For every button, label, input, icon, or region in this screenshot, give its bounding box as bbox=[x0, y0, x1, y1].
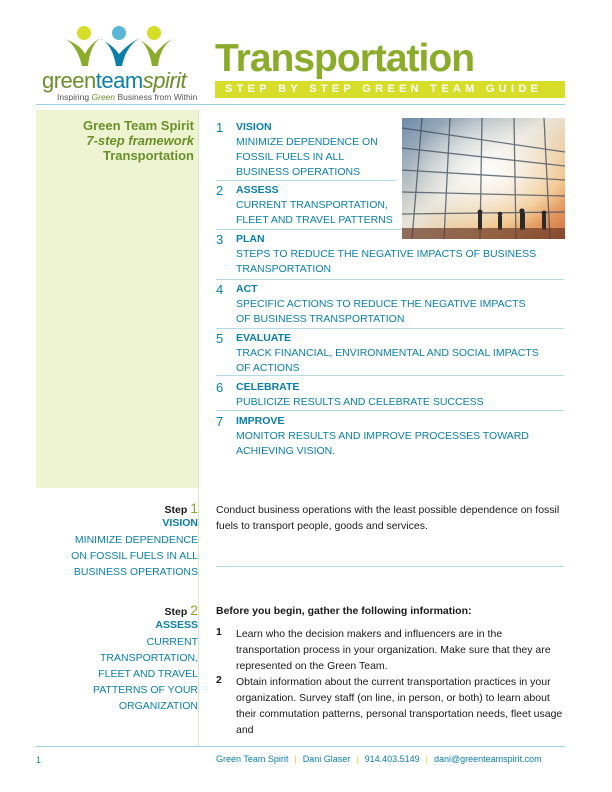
step-item-improve bbox=[216, 414, 564, 460]
header-divider bbox=[36, 104, 565, 105]
step-title: ASSESS bbox=[236, 184, 279, 196]
footer-org: Green Team Spirit bbox=[216, 754, 289, 764]
logo-figures-icon bbox=[36, 24, 204, 70]
step-number: 4 bbox=[216, 282, 224, 297]
step1-heading: VISION bbox=[162, 517, 198, 529]
tagline-pre: Inspiring bbox=[57, 92, 92, 102]
step2-label-text: Step bbox=[164, 606, 191, 618]
step-title: ACT bbox=[236, 283, 258, 295]
step-item-celebrate bbox=[216, 380, 564, 411]
step-desc: CURRENT TRANSPORTATION, FLEET AND TRAVEL PATTERNS bbox=[236, 199, 393, 226]
step-number: 5 bbox=[216, 331, 224, 346]
tagline-post: Business from Within bbox=[115, 92, 198, 102]
footer-separator: | bbox=[425, 754, 428, 764]
footer-contact bbox=[216, 754, 542, 764]
list-item-text: Obtain information about the current transportation practices in your organization. Survey staff (on line, in person, or both) to learn about their commutation patterns, personal transportation needs, fleet usage and bbox=[236, 676, 563, 736]
step-number: 3 bbox=[216, 232, 224, 247]
logo-word-green: green bbox=[42, 68, 96, 93]
step-number: 7 bbox=[216, 414, 224, 429]
step-desc: STEPS TO REDUCE THE NEGATIVE IMPACTS OF BUSINESS TRANSPORTATION bbox=[236, 248, 537, 275]
step-desc: MINIMIZE DEPENDENCE ON FOSSIL FUELS IN ALL BUSINESS OPERATIONS bbox=[236, 136, 378, 178]
footer-separator: | bbox=[356, 754, 359, 764]
section-divider bbox=[216, 566, 564, 567]
step-desc: SPECIFIC ACTIONS TO REDUCE THE NEGATIVE IMPACTS OF BUSINESS TRANSPORTATION bbox=[236, 298, 526, 325]
step-number: 2 bbox=[216, 183, 224, 198]
step1-label-text: Step bbox=[164, 504, 191, 516]
gather-heading: Before you begin, gather the following information: bbox=[216, 605, 472, 617]
step2-label bbox=[165, 602, 198, 620]
step1-body: Conduct business operations with the least possible dependence on fossil fuels to transport people, goods and services. bbox=[216, 504, 560, 532]
list-item-number: 1 bbox=[216, 626, 222, 638]
logo bbox=[36, 24, 204, 104]
footer-separator: | bbox=[294, 754, 297, 764]
footer-name: Dani Glaser bbox=[302, 754, 351, 764]
footer-email-link[interactable]: dani@greenteamspirit.com bbox=[434, 754, 542, 764]
step-title: CELEBRATE bbox=[236, 381, 300, 393]
step1-label-number: 1 bbox=[190, 500, 198, 516]
column-divider bbox=[198, 110, 199, 746]
list-item bbox=[216, 674, 566, 736]
list-item-number: 2 bbox=[216, 674, 222, 686]
step-number: 6 bbox=[216, 380, 224, 395]
framework-line-1: Green Team Spirit bbox=[82, 118, 194, 133]
framework-line-3: Transportation bbox=[102, 148, 194, 163]
step-desc: TRACK FINANCIAL, ENVIRONMENTAL AND SOCIAL IMPACTS OF ACTIONS bbox=[236, 347, 539, 374]
step-item-evaluate bbox=[216, 331, 564, 376]
logo-wordmark bbox=[42, 68, 186, 94]
tagline-em: Green bbox=[91, 92, 116, 102]
subtitle-bar bbox=[215, 81, 565, 98]
step-title: PLAN bbox=[236, 233, 265, 245]
footer-divider bbox=[36, 746, 565, 747]
architecture-photo-icon bbox=[402, 118, 565, 239]
framework-panel bbox=[36, 110, 198, 488]
footer-phone: 914.403.5149 bbox=[364, 754, 420, 764]
step-title: EVALUATE bbox=[236, 332, 292, 344]
step-title: VISION bbox=[236, 121, 272, 133]
list-item-text: Learn who the decision makers and influencers are in the transportation process in your organization. Make sure that they are represented on the Green Team. bbox=[236, 628, 551, 672]
step-divider bbox=[216, 180, 396, 181]
step-desc: PUBLICIZE RESULTS AND CELEBRATE SUCCESS bbox=[236, 396, 484, 408]
step1-label bbox=[165, 500, 198, 518]
step2-desc: CURRENT TRANSPORTATION, FLEET AND TRAVEL PATTERNS OF YOUR ORGANIZATION bbox=[92, 636, 198, 712]
page-subtitle: STEP BY STEP GREEN TEAM GUIDE bbox=[225, 83, 543, 95]
logo-word-team: team bbox=[95, 68, 143, 93]
logo-tagline bbox=[57, 92, 197, 102]
step-number: 1 bbox=[216, 120, 224, 135]
list-item bbox=[216, 626, 566, 670]
logo-word-spirit: spirit bbox=[142, 68, 187, 93]
step-desc: MONITOR RESULTS AND IMPROVE PROCESSES TOWARD ACHIEVING VISION. bbox=[236, 430, 529, 457]
step-item-plan bbox=[216, 232, 564, 280]
page-number: 1 bbox=[36, 755, 42, 765]
step1-desc: MINIMIZE DEPENDENCE ON FOSSIL FUELS IN ALL BUSINESS OPERATIONS bbox=[71, 534, 198, 578]
header-photo bbox=[402, 118, 565, 239]
step-item-act bbox=[216, 282, 564, 329]
page-title: Transportation bbox=[215, 37, 475, 80]
step2-heading: ASSESS bbox=[155, 619, 198, 631]
step-title: IMPROVE bbox=[236, 415, 285, 427]
framework-line-2: 7-step framework bbox=[86, 133, 194, 148]
step2-label-number: 2 bbox=[190, 602, 198, 618]
